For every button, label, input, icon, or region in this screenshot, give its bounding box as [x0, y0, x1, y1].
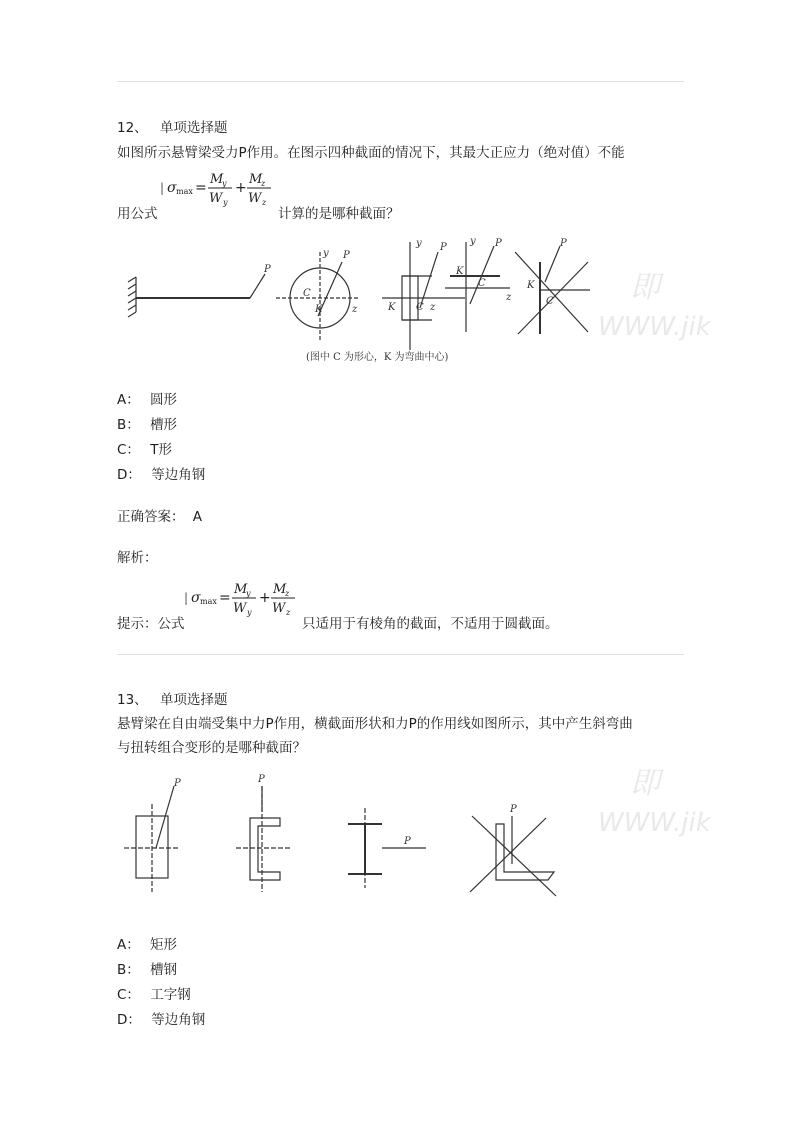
q12-hint-formula — [182, 578, 302, 620]
q13-option-a-key: A： — [117, 937, 140, 953]
q13-option-d-key: D： — [117, 1012, 141, 1028]
formula2-den2-sub: z — [286, 608, 291, 617]
q13-option-c-text: 工字钢 — [150, 987, 191, 1003]
q12-option-d-key: D： — [117, 467, 141, 483]
fig12-label-p-angle: P — [560, 238, 567, 249]
q12-type: 单项选择题 — [159, 120, 228, 136]
q12-answer-value: A — [192, 509, 203, 525]
q13-option-d-text: 等边角钢 — [151, 1012, 206, 1028]
formula-sigma-sub: max — [176, 187, 193, 196]
q12-option-a[interactable] — [117, 390, 177, 410]
q12-stem-formula — [158, 168, 278, 210]
channel-section-diagram — [382, 242, 465, 350]
q13-header — [117, 690, 227, 710]
q13-option-b-text: 槽钢 — [150, 962, 178, 978]
fig12-label-c-circle: C — [303, 288, 311, 299]
q13-option-a[interactable] — [117, 935, 177, 955]
fig12-label-k-channel: K — [388, 302, 396, 313]
top-divider — [117, 81, 684, 82]
fig12-label-c-angle: C — [546, 296, 554, 307]
fig13-label-p-ibeam: P — [404, 836, 411, 847]
formula2-num2-sub: z — [285, 589, 290, 598]
q13-type: 单项选择题 — [159, 692, 228, 708]
fig12-label-k-circle: K — [315, 304, 323, 315]
q12-answer-label: 正确答案： — [117, 509, 185, 525]
fig13-label-p-angle: P — [510, 804, 517, 815]
fig12-label-z-channel: z — [430, 302, 436, 313]
q12-option-b-key: B： — [117, 417, 140, 433]
fig12-label-k-angle: K — [527, 280, 535, 291]
q12-option-a-key: A： — [117, 392, 140, 408]
formula-num2: M — [249, 172, 263, 187]
q13-option-b[interactable] — [117, 960, 177, 980]
q12-option-c[interactable] — [117, 440, 172, 460]
formula2-plus: + — [259, 590, 271, 606]
q13-stem-line1: 悬臂梁在自由端受集中力P作用，横截面形状和力P的作用线如图所示，其中产生斜弯曲 — [117, 716, 633, 732]
q13-option-b-key: B： — [117, 962, 140, 978]
formula-den2: W — [248, 191, 262, 206]
q12-option-b-text: 槽形 — [150, 417, 178, 433]
watermark-url-1: WWW.jik — [598, 312, 711, 342]
q13-option-c[interactable] — [117, 985, 191, 1005]
q12-option-b[interactable] — [117, 415, 177, 435]
formula2-sigma: σ — [191, 590, 201, 606]
formula-num2-sub: z — [261, 179, 266, 188]
q12-option-a-text: 圆形 — [150, 392, 178, 408]
q12-hint-after: 只适用于有棱角的截面，不适用于圆截面。 — [302, 616, 559, 632]
angle-steel-diagram — [470, 816, 556, 896]
fig12-label-z-circle: z — [352, 304, 358, 315]
q12-number: 12、 — [117, 120, 148, 136]
rect-section-diagram — [124, 786, 180, 892]
formula2-num1: M — [234, 582, 248, 597]
formula2-num1-sub: y — [246, 589, 251, 598]
cantilever-beam-diagram — [128, 274, 265, 317]
q12-option-d[interactable] — [117, 465, 205, 485]
formula-sigma: σ — [167, 180, 177, 196]
q12-option-d-text: 等边角钢 — [151, 467, 206, 483]
fig12-label-y-circle: y — [323, 248, 329, 259]
formula-den1: W — [209, 191, 223, 206]
formula2-sigma-sub: max — [200, 597, 217, 606]
q13-figure — [120, 772, 570, 912]
q13-option-c-key: C： — [117, 987, 140, 1003]
q12-stem-line2-after: 计算的是哪种截面？ — [278, 206, 400, 222]
q12-header — [117, 118, 227, 138]
q13-option-a-text: 矩形 — [150, 937, 178, 953]
watermark-url-2: WWW.jik — [598, 808, 711, 838]
watermark-glyph-2: 即 — [630, 766, 660, 801]
q12-stem-line1: 如图所示悬臂梁受力P作用。在图示四种截面的情况下，其最大正应力（绝对值）不能 — [117, 145, 625, 161]
q12-option-c-key: C： — [117, 442, 140, 458]
question-divider — [117, 654, 684, 655]
fig12-label-k-t: K — [456, 266, 464, 277]
formula2-den1-sub: y — [247, 608, 252, 617]
fig12-label-p-beam: P — [264, 264, 271, 275]
formula-plus: + — [235, 180, 247, 196]
formula2-den1: W — [233, 601, 247, 616]
fig13-label-p-channel: P — [258, 774, 265, 785]
formula2-den2: W — [272, 601, 286, 616]
q12-figure — [120, 232, 600, 372]
q12-option-c-text: T形 — [150, 442, 172, 458]
formula-den2-sub: z — [262, 198, 267, 207]
fig12-caption: (图中 C 为形心，K 为弯曲中心) — [306, 352, 449, 363]
fig12-label-z-t: z — [506, 292, 512, 303]
q13-number: 13、 — [117, 692, 148, 708]
fig12-label-p-t: P — [495, 238, 502, 249]
i-beam-diagram — [348, 808, 426, 888]
formula-num1: M — [210, 172, 224, 187]
fig13-label-p-rect: P — [174, 778, 181, 789]
fig12-label-c-t: C — [478, 278, 486, 289]
formula2-num2: M — [273, 582, 287, 597]
fig12-label-y-channel: y — [416, 238, 422, 249]
formula-eq: = — [195, 180, 207, 196]
q12-stem-line2-before: 用公式 — [117, 206, 158, 222]
q12-answer — [117, 507, 202, 527]
fig12-label-y-t: y — [470, 236, 476, 247]
fig12-label-p-circle: P — [343, 250, 350, 261]
formula-num1-sub: y — [222, 179, 227, 188]
formula2-eq: = — [219, 590, 231, 606]
q12-analysis-label: 解析： — [117, 550, 158, 566]
fig12-label-c-channel: C — [416, 302, 424, 313]
watermark-glyph-1: 即 — [630, 270, 660, 305]
q13-stem-line2: 与扭转组合变形的是哪种截面？ — [117, 740, 306, 756]
formula-bracket: | — [160, 181, 165, 195]
q13-option-d[interactable] — [117, 1010, 205, 1030]
fig12-label-p-channel: P — [440, 242, 447, 253]
circle-section-diagram — [276, 252, 360, 340]
formula-den1-sub: y — [223, 198, 228, 207]
q12-hint-before: 提示：公式 — [117, 616, 185, 632]
formula2-bracket: | — [184, 591, 189, 605]
channel-steel-diagram — [236, 786, 290, 892]
